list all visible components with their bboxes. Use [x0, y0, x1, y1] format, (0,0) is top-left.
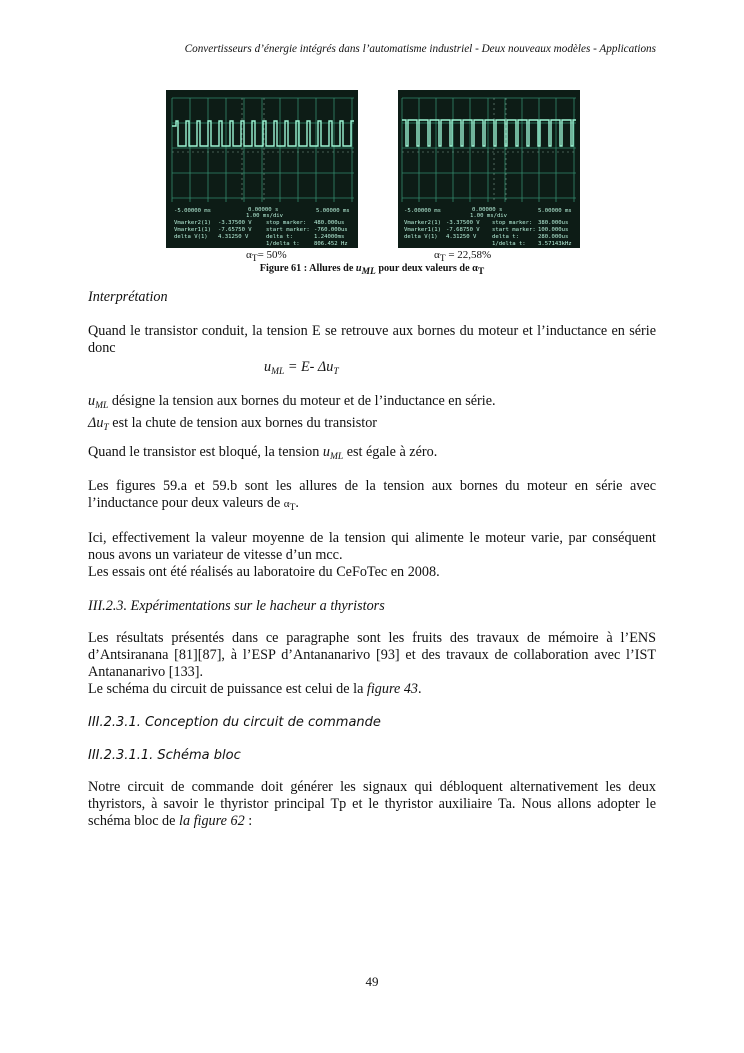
scope-screen-right [398, 90, 580, 248]
running-header: Convertisseurs d’énergie intégrés dans l’automatisme industriel - Deux nouveaux modèles - Applications [184, 43, 656, 55]
readout-right-r2c1: 4.31250 V [446, 234, 477, 240]
readout-left-topmid: 0.00000 s [248, 207, 279, 213]
readout-left-r3c3: 806.452 Hz [314, 241, 348, 247]
readout-right-r3c3: 3.57143kHz [538, 241, 572, 247]
readout-left-topleft: -5.00000 ms [174, 208, 212, 214]
alpha-label-left: αT= 50% [246, 249, 287, 264]
section-heading-233: III.2.3. Expérimentations sur le hacheur a thyristors [88, 598, 385, 614]
readout-right-topleft: -5.00000 ms [404, 208, 442, 214]
paragraph-speed-variator: Ici, effectivement la valeur moyenne de la tension qui alimente le moteur varie, par conséquent nous avons un variateur de vitesse d’un mcc. Les essais ont été réalisés au laboratoire du CeFoTec en 2008. [88, 530, 656, 580]
readout-left-r2c1: 4.31250 V [218, 234, 249, 240]
readout-right-r0c3: 380.000us [538, 220, 569, 226]
readout-left-topright: 5.00000 ms [316, 208, 350, 214]
equation-uml: $u_{ML} = E-$ $\Delta u_T$ [264, 359, 339, 377]
readout-left-r0c0: Vmarker2(1) [174, 220, 212, 226]
readout-right-r0c0: Vmarker2(1) [404, 220, 442, 226]
interpretation-heading: Interprétation [88, 289, 168, 305]
readout-left-topmid2: 1.00 ms/div [246, 213, 284, 219]
paragraph-control-circuit: Notre circuit de commande doit générer les signaux qui débloquent alternativement les deux thyristors, à savoir le thyristor principal Tp et le thyristor auxiliaire Ta. Nous allons adopter le schéma bloc de la figure 62 : [88, 779, 656, 829]
readout-left-r0c1: -3.37500 V [218, 220, 252, 226]
readout-right-r0c2: stop marker: [492, 220, 533, 226]
paragraph-transistor-conducts: Quand le transistor conduit, la tension E se retrouve aux bornes du moteur et l’inductance en série donc [88, 323, 656, 356]
section-heading-23311: III.2.3.1.1. Schéma bloc [88, 748, 241, 763]
readout-left-r1c3: -760.000us [314, 227, 348, 233]
readout-left-r0c2: stop marker: [266, 220, 307, 226]
readout-left-r0c3: 480.000us [314, 220, 345, 226]
readout-right-topmid2: 1.00 ms/div [470, 213, 508, 219]
readout-right-r2c3: 280.000us [538, 234, 569, 240]
oscilloscope-photo-right [398, 90, 580, 248]
paragraph-figures-59: Les figures 59.a et 59.b sont les allures de la tension aux bornes du moteur en série avec l’inductance pour deux valeurs de $\alpha_T$. [88, 478, 656, 513]
readout-right-topright: 5.00000 ms [538, 208, 572, 214]
readout-right-r1c0: Vmarker1(1) [404, 227, 442, 233]
readout-left-r2c0: delta V(1) [174, 234, 208, 240]
readout-left-r1c1: -7.65750 V [218, 227, 252, 233]
scope-screen-left [166, 90, 358, 248]
readout-right-topmid: 0.00000 s [472, 207, 503, 213]
paragraph-transistor-blocked: Quand le transistor est bloqué, la tension $u_{ML}$ est égale à zéro. [88, 444, 438, 462]
readout-right-r2c2: delta t: [492, 234, 519, 240]
paragraph-results: Les résultats présentés dans ce paragraphe sont les fruits des travaux de mémoire à l’ENS d’Antsiranana [81][87], à l’ESP d’Antananarivo [93] et des travaux de collaboration avec l’IST Antananarivo [133]. Le schéma du circuit de puissance est celui de la figure 43. [88, 630, 656, 697]
readout-left-r2c3: 1.24000ms [314, 234, 345, 240]
readout-right-r3c2: 1/delta t: [492, 241, 526, 247]
figure-caption: Figure 61 : Allures de uML pour deux valeurs de αT [259, 263, 485, 277]
readout-right-r2c0: delta V(1) [404, 234, 438, 240]
readout-right-r1c2: start marker: [492, 227, 536, 233]
alpha-label-right: αT = 22,58% [434, 249, 492, 264]
oscilloscope-photo-left [166, 90, 358, 248]
readout-right-r1c1: -7.68750 V [446, 227, 480, 233]
readout-left-r1c0: Vmarker1(1) [174, 227, 212, 233]
readout-left-r1c2: start marker: [266, 227, 310, 233]
readout-right-r0c1: -3.37500 V [446, 220, 480, 226]
section-heading-2331: III.2.3.1. Conception du circuit de commande [88, 715, 381, 730]
page-number: 49 [365, 974, 379, 989]
readout-left-r2c2: delta t: [266, 234, 293, 240]
paragraph-uml-definition: $u_{ML}$ désigne la tension aux bornes du moteur et de l’inductance en série. $\Delta u_T$ est la chute de tension aux bornes du transistor [88, 393, 496, 433]
readout-left-r3c2: 1/delta t: [266, 241, 300, 247]
readout-right-r1c3: 100.000us [538, 227, 569, 233]
